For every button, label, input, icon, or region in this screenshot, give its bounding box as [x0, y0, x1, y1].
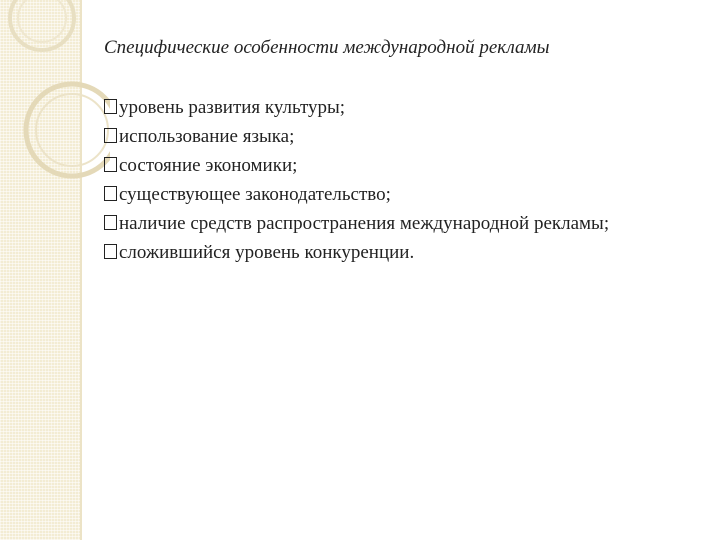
- swirl-ornament: [0, 0, 110, 230]
- slide-title: Специфические особенности международной рекламы: [104, 37, 550, 58]
- bullet-item: [104, 122, 684, 151]
- bullet-item: [104, 238, 684, 267]
- checkbox-square-icon: [104, 244, 117, 259]
- bullet-item: [104, 151, 684, 180]
- bullet-text: уровень развития культуры;: [119, 97, 346, 118]
- bullet-item: [104, 93, 684, 122]
- bullet-text: состояние экономики;: [119, 155, 298, 176]
- bullet-text: использование языка;: [119, 126, 295, 147]
- bullet-text: сложившийся уровень конкуренции.: [119, 242, 415, 263]
- bullet-text: существующее законодательство;: [119, 184, 391, 205]
- checkbox-square-icon: [104, 215, 117, 230]
- bullet-list: [104, 93, 684, 267]
- checkbox-square-icon: [104, 128, 117, 143]
- bullet-text: наличие средств распространения международной рекламы;: [119, 213, 610, 234]
- checkbox-square-icon: [104, 186, 117, 201]
- bullet-item: [104, 180, 684, 209]
- checkbox-square-icon: [104, 157, 117, 172]
- bullet-item: [104, 209, 684, 238]
- checkbox-square-icon: [104, 99, 117, 114]
